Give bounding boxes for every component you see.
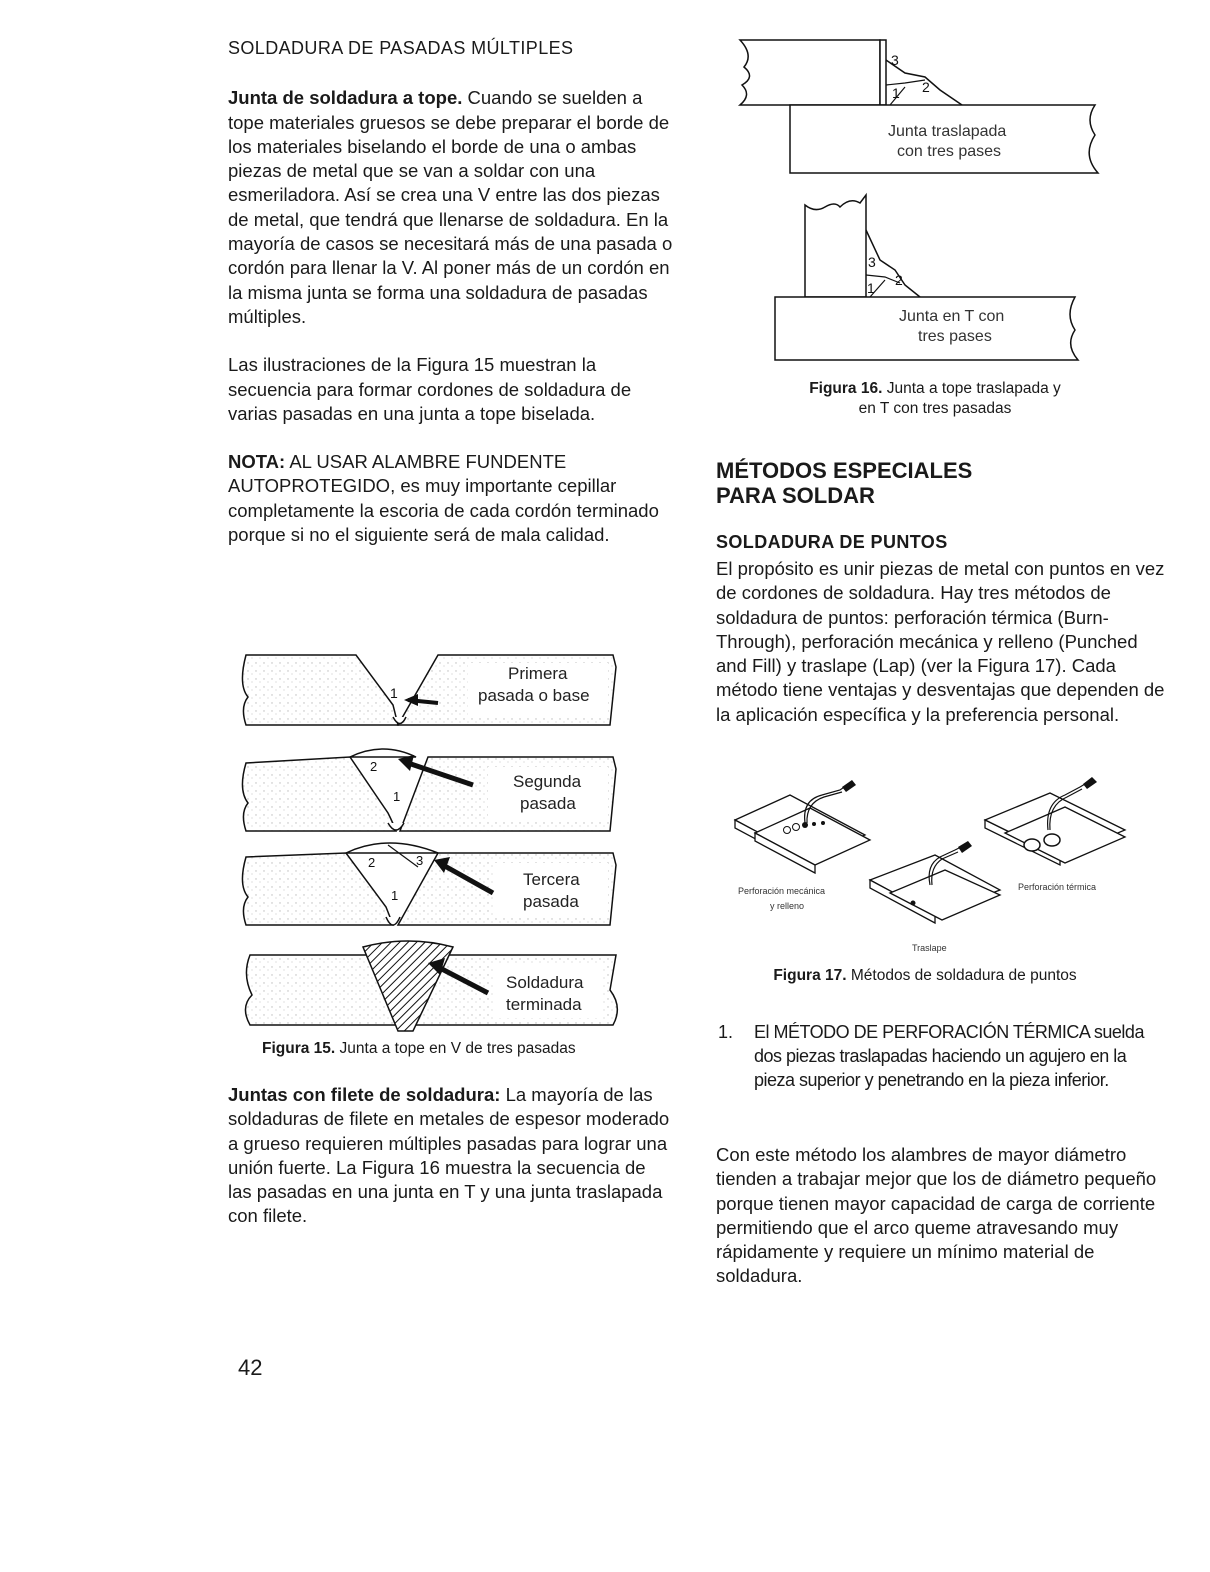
fillet-heading: Juntas con filete de soldadura: bbox=[228, 1084, 501, 1105]
fig17-punched-fill bbox=[735, 780, 870, 873]
fig16-lap-label-line2: con tres pases bbox=[897, 143, 1002, 160]
section-title-multipass: SOLDADURA DE PASADAS MÚLTIPLES bbox=[228, 38, 574, 58]
figure15-intro: Las ilustraciones de la Figura 15 muestran la secuencia para formar cordones de soldadura de varias pasadas en una junta a tope biselada. bbox=[228, 354, 632, 424]
list-item-lead: El MÉTODO DE PERFORACIÓN TÉRMICA bbox=[754, 1022, 1090, 1042]
fig17-punched-label-line2: y relleno bbox=[770, 901, 805, 911]
fig15-p1-label-line1: Primera bbox=[508, 664, 568, 683]
figure17-caption-label: Figura 17. bbox=[773, 967, 847, 984]
fig15-p2-label-line1: Segunda bbox=[513, 772, 582, 791]
figure15-caption-text: Junta a tope en V de tres pasadas bbox=[339, 1040, 576, 1057]
fig15-p2-number-1: 1 bbox=[393, 789, 401, 804]
fig16-lap-n2: 2 bbox=[922, 79, 930, 95]
butt-joint-heading: Junta de soldadura a tope. bbox=[228, 87, 463, 109]
fig15-p3-number-2: 2 bbox=[368, 855, 376, 870]
fig16-tee-label-line1: Junta en T con bbox=[899, 308, 1005, 325]
fig17-thermal-label: Perforación térmica bbox=[1018, 882, 1097, 892]
figure17-diagram bbox=[730, 775, 1130, 960]
left-column bbox=[228, 36, 673, 571]
fillet-section bbox=[228, 1083, 673, 1229]
note-text: AL USAR ALAMBRE FUNDENTE AUTOPROTEGIDO, es muy importante cepillar completamente la escoria de cada cordón terminado porque si no el siguiente será de mala calidad. bbox=[228, 451, 659, 546]
fig15-p4-label-line2: terminada bbox=[506, 995, 582, 1014]
spot-welding-paragraph: El propósito es unir piezas de metal con puntos en vez de cordones de soldadura. Hay tres métodos de soldadura de puntos: perforación térmica (Burn-Through), perforación mecánica y relleno (Punched and Fill) y traslape (Lap) (ver la Figura 17). Cada método tiene ventajas y desventajas que dependen de la aplicación específica y la preferencia personal. bbox=[716, 558, 1165, 725]
fig16-tee-label-line2: tres pases bbox=[918, 328, 992, 345]
fig15-p4-label-line1: Soldadura bbox=[506, 973, 584, 992]
fig16-tee-n2: 2 bbox=[895, 272, 903, 288]
list-item-text: suelda dos piezas traslapadas haciendo un agujero en la pieza superior y penetrando en la pieza inferior. bbox=[754, 1022, 1144, 1090]
figure16-caption-label: Figura 16. bbox=[809, 380, 883, 397]
fig15-p3-label-line2: pasada bbox=[523, 892, 579, 911]
fig17-punched-label-line1: Perforación mecánica bbox=[738, 886, 826, 896]
fig16-tee-n1: 1 bbox=[867, 280, 875, 296]
fig17-lap-label: Traslape bbox=[912, 943, 947, 953]
figure15-caption-label: Figura 15. bbox=[262, 1040, 336, 1057]
list-item-number: 1. bbox=[718, 1022, 734, 1042]
fig16-tee-joint bbox=[775, 195, 1078, 360]
fig16-tee-n3: 3 bbox=[868, 254, 876, 270]
note-paragraph bbox=[228, 450, 673, 547]
figure15-caption bbox=[238, 1039, 682, 1059]
figure16-caption-text1: Junta a tope traslapada y bbox=[886, 380, 1061, 397]
fig16-lap-n3: 3 bbox=[891, 52, 899, 68]
fig15-p3-label-line1: Tercera bbox=[523, 870, 580, 889]
closing-paragraph: Con este método los alambres de mayor diámetro tienden a trabajar mejor que los de diámetro pequeño porque tienen mayor capacidad de carga de corriente permitiendo que el arco queme atravesando muy rápidamente y requiere un mínimo material de soldadura. bbox=[716, 1144, 1157, 1287]
fig15-p3-number-1: 1 bbox=[391, 888, 399, 903]
fig15-panel-finished bbox=[245, 941, 617, 1031]
list-item-thermal-method bbox=[718, 1020, 1158, 1092]
figure17-caption bbox=[725, 966, 1125, 986]
fig15-p1-number: 1 bbox=[390, 685, 398, 701]
fillet-text: La mayoría de las soldaduras de filete en metales de espesor moderado a grueso requieren múltiples pasadas para lograr una unión fuerte. La Figura 16 muestra la secuencia de las pasadas en una junta en T y una junta traslapada con filete. bbox=[228, 1084, 670, 1227]
figure16-diagram bbox=[730, 35, 1110, 365]
note-label: NOTA: bbox=[228, 451, 286, 473]
special-methods-heading-line1: MÉTODOS ESPECIALES bbox=[716, 458, 973, 483]
fig15-panel-third-pass bbox=[242, 843, 616, 925]
fig15-panel-second-pass bbox=[242, 749, 616, 831]
figure16-caption bbox=[750, 379, 1120, 419]
special-methods-heading bbox=[716, 458, 1116, 508]
list-item-body bbox=[754, 1020, 1158, 1092]
fig15-panel-first-pass bbox=[242, 655, 616, 725]
fig15-p2-number-2: 2 bbox=[370, 759, 378, 774]
figure15-diagram bbox=[238, 645, 633, 1037]
fig16-lap-joint bbox=[740, 40, 1098, 173]
butt-joint-paragraph bbox=[228, 86, 673, 329]
spot-welding-heading: SOLDADURA DE PUNTOS bbox=[716, 532, 948, 552]
fig15-p3-number-3: 3 bbox=[416, 853, 424, 868]
page-number: 42 bbox=[238, 1355, 263, 1380]
butt-joint-text: Cuando se suelden a tope materiales gruesos se debe preparar el borde de los materiales biselando el borde de una o ambas piezas de metal que se van a soldar con una esmeriladora. Así se crea una V entre las dos piezas de metal, que tendrá que llenarse de soldadura. En la mayoría de casos se necesitará más de una pasada o cordón para llenar la V. Al poner más de un cordón en la misma junta se forma una soldadura de pasadas múltiples. bbox=[228, 87, 673, 327]
fig15-p2-label-line2: pasada bbox=[520, 794, 576, 813]
fig16-lap-n1: 1 bbox=[892, 85, 900, 101]
special-methods-heading-line2: PARA SOLDAR bbox=[716, 483, 875, 508]
figure17-caption-text: Métodos de soldadura de puntos bbox=[850, 967, 1077, 984]
fig17-thermal bbox=[985, 777, 1125, 865]
fillet-paragraph bbox=[228, 1083, 673, 1229]
figure16-caption-line1 bbox=[750, 379, 1120, 399]
fig15-p1-label-line2: pasada o base bbox=[478, 686, 590, 705]
figure16-caption-line2: en T con tres pasadas bbox=[858, 400, 1012, 417]
fig16-lap-label-line1: Junta traslapada bbox=[888, 123, 1007, 140]
fig17-lap bbox=[870, 841, 1000, 923]
